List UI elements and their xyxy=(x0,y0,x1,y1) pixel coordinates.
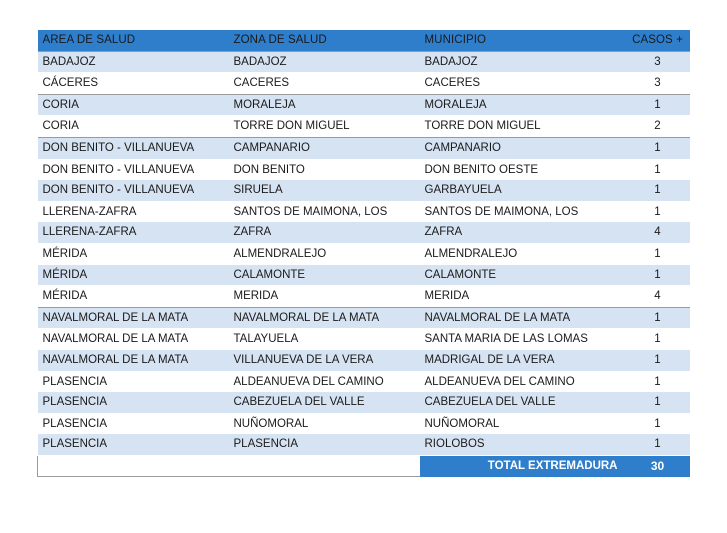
cell-casos: 4 xyxy=(626,286,690,308)
table-footer xyxy=(38,455,690,477)
casos-table xyxy=(37,30,690,477)
cell-area: LLERENA-ZAFRA xyxy=(38,201,229,222)
cell-zona: TALAYUELA xyxy=(229,329,420,350)
cell-area: NAVALMORAL DE LA MATA xyxy=(38,350,229,371)
total-value: 30 xyxy=(626,455,690,477)
cell-municipio: MADRIGAL DE LA VERA xyxy=(420,350,626,371)
cell-area: MÉRIDA xyxy=(38,265,229,286)
cell-municipio: MERIDA xyxy=(420,286,626,308)
cell-casos: 3 xyxy=(626,51,690,73)
cell-area: BADAJOZ xyxy=(38,51,229,73)
cell-zona: ALDEANUEVA DEL CAMINO xyxy=(229,371,420,392)
total-spacer-left xyxy=(38,455,420,477)
cell-casos: 1 xyxy=(626,243,690,264)
table-row xyxy=(38,307,690,329)
cell-zona: SIRUELA xyxy=(229,180,420,201)
cell-area: DON BENITO - VILLANUEVA xyxy=(38,180,229,201)
cell-casos: 1 xyxy=(626,94,690,116)
cell-casos: 3 xyxy=(626,73,690,95)
cell-casos: 4 xyxy=(626,222,690,243)
cell-area: DON BENITO - VILLANUEVA xyxy=(38,159,229,180)
total-label: TOTAL EXTREMADURA xyxy=(420,455,626,477)
column-header-casos: CASOS + xyxy=(626,30,690,51)
column-header-municipio: MUNICIPIO xyxy=(420,30,626,51)
cell-area: CORIA xyxy=(38,94,229,116)
cell-municipio: CABEZUELA DEL VALLE xyxy=(420,392,626,413)
cell-casos: 1 xyxy=(626,201,690,222)
table-body xyxy=(38,51,690,455)
cell-municipio: DON BENITO OESTE xyxy=(420,159,626,180)
cell-area: NAVALMORAL DE LA MATA xyxy=(38,329,229,350)
cell-area: NAVALMORAL DE LA MATA xyxy=(38,307,229,329)
casos-table-container xyxy=(37,30,689,477)
cell-zona: ALMENDRALEJO xyxy=(229,243,420,264)
cell-zona: NAVALMORAL DE LA MATA xyxy=(229,307,420,329)
cell-municipio: GARBAYUELA xyxy=(420,180,626,201)
table-row xyxy=(38,392,690,413)
cell-zona: DON BENITO xyxy=(229,159,420,180)
cell-zona: CAMPANARIO xyxy=(229,137,420,159)
table-header-row xyxy=(38,30,690,51)
cell-municipio: ZAFRA xyxy=(420,222,626,243)
table-row xyxy=(38,243,690,264)
cell-zona: ZAFRA xyxy=(229,222,420,243)
cell-area: MÉRIDA xyxy=(38,286,229,308)
cell-casos: 1 xyxy=(626,329,690,350)
cell-municipio: SANTA MARIA DE LAS LOMAS xyxy=(420,329,626,350)
total-row xyxy=(38,455,690,477)
cell-municipio: CAMPANARIO xyxy=(420,137,626,159)
table-header xyxy=(38,30,690,51)
cell-municipio: CACERES xyxy=(420,73,626,95)
table-row xyxy=(38,94,690,116)
cell-casos: 1 xyxy=(626,137,690,159)
cell-area: PLASENCIA xyxy=(38,413,229,434)
cell-zona: BADAJOZ xyxy=(229,51,420,73)
cell-casos: 2 xyxy=(626,116,690,138)
cell-zona: CALAMONTE xyxy=(229,265,420,286)
cell-area: CÁCERES xyxy=(38,73,229,95)
cell-zona: CABEZUELA DEL VALLE xyxy=(229,392,420,413)
table-row xyxy=(38,286,690,308)
cell-municipio: NUÑOMORAL xyxy=(420,413,626,434)
cell-municipio: CALAMONTE xyxy=(420,265,626,286)
cell-municipio: BADAJOZ xyxy=(420,51,626,73)
column-header-area: AREA DE SALUD xyxy=(38,30,229,51)
cell-municipio: NAVALMORAL DE LA MATA xyxy=(420,307,626,329)
table-row xyxy=(38,434,690,455)
cell-municipio: RIOLOBOS xyxy=(420,434,626,455)
cell-area: MÉRIDA xyxy=(38,243,229,264)
cell-municipio: TORRE DON MIGUEL xyxy=(420,116,626,138)
cell-zona: MERIDA xyxy=(229,286,420,308)
cell-casos: 1 xyxy=(626,180,690,201)
table-row xyxy=(38,350,690,371)
table-row xyxy=(38,73,690,95)
cell-casos: 1 xyxy=(626,307,690,329)
cell-zona: VILLANUEVA DE LA VERA xyxy=(229,350,420,371)
table-row xyxy=(38,265,690,286)
cell-municipio: ALDEANUEVA DEL CAMINO xyxy=(420,371,626,392)
cell-casos: 1 xyxy=(626,371,690,392)
table-row xyxy=(38,413,690,434)
table-row xyxy=(38,222,690,243)
cell-municipio: MORALEJA xyxy=(420,94,626,116)
cell-zona: SANTOS DE MAIMONA, LOS xyxy=(229,201,420,222)
table-row xyxy=(38,329,690,350)
cell-casos: 1 xyxy=(626,350,690,371)
cell-zona: CACERES xyxy=(229,73,420,95)
cell-casos: 1 xyxy=(626,413,690,434)
cell-area: PLASENCIA xyxy=(38,371,229,392)
cell-zona: MORALEJA xyxy=(229,94,420,116)
cell-zona: NUÑOMORAL xyxy=(229,413,420,434)
cell-area: LLERENA-ZAFRA xyxy=(38,222,229,243)
cell-casos: 1 xyxy=(626,434,690,455)
cell-area: DON BENITO - VILLANUEVA xyxy=(38,137,229,159)
table-row xyxy=(38,51,690,73)
cell-municipio: ALMENDRALEJO xyxy=(420,243,626,264)
table-row xyxy=(38,116,690,138)
cell-zona: TORRE DON MIGUEL xyxy=(229,116,420,138)
table-row xyxy=(38,180,690,201)
table-row xyxy=(38,137,690,159)
cell-casos: 1 xyxy=(626,265,690,286)
cell-municipio: SANTOS DE MAIMONA, LOS xyxy=(420,201,626,222)
cell-casos: 1 xyxy=(626,159,690,180)
cell-area: PLASENCIA xyxy=(38,392,229,413)
column-header-zona: ZONA DE SALUD xyxy=(229,30,420,51)
table-row xyxy=(38,159,690,180)
cell-area: PLASENCIA xyxy=(38,434,229,455)
cell-zona: PLASENCIA xyxy=(229,434,420,455)
cell-casos: 1 xyxy=(626,392,690,413)
table-row xyxy=(38,371,690,392)
cell-area: CORIA xyxy=(38,116,229,138)
table-row xyxy=(38,201,690,222)
